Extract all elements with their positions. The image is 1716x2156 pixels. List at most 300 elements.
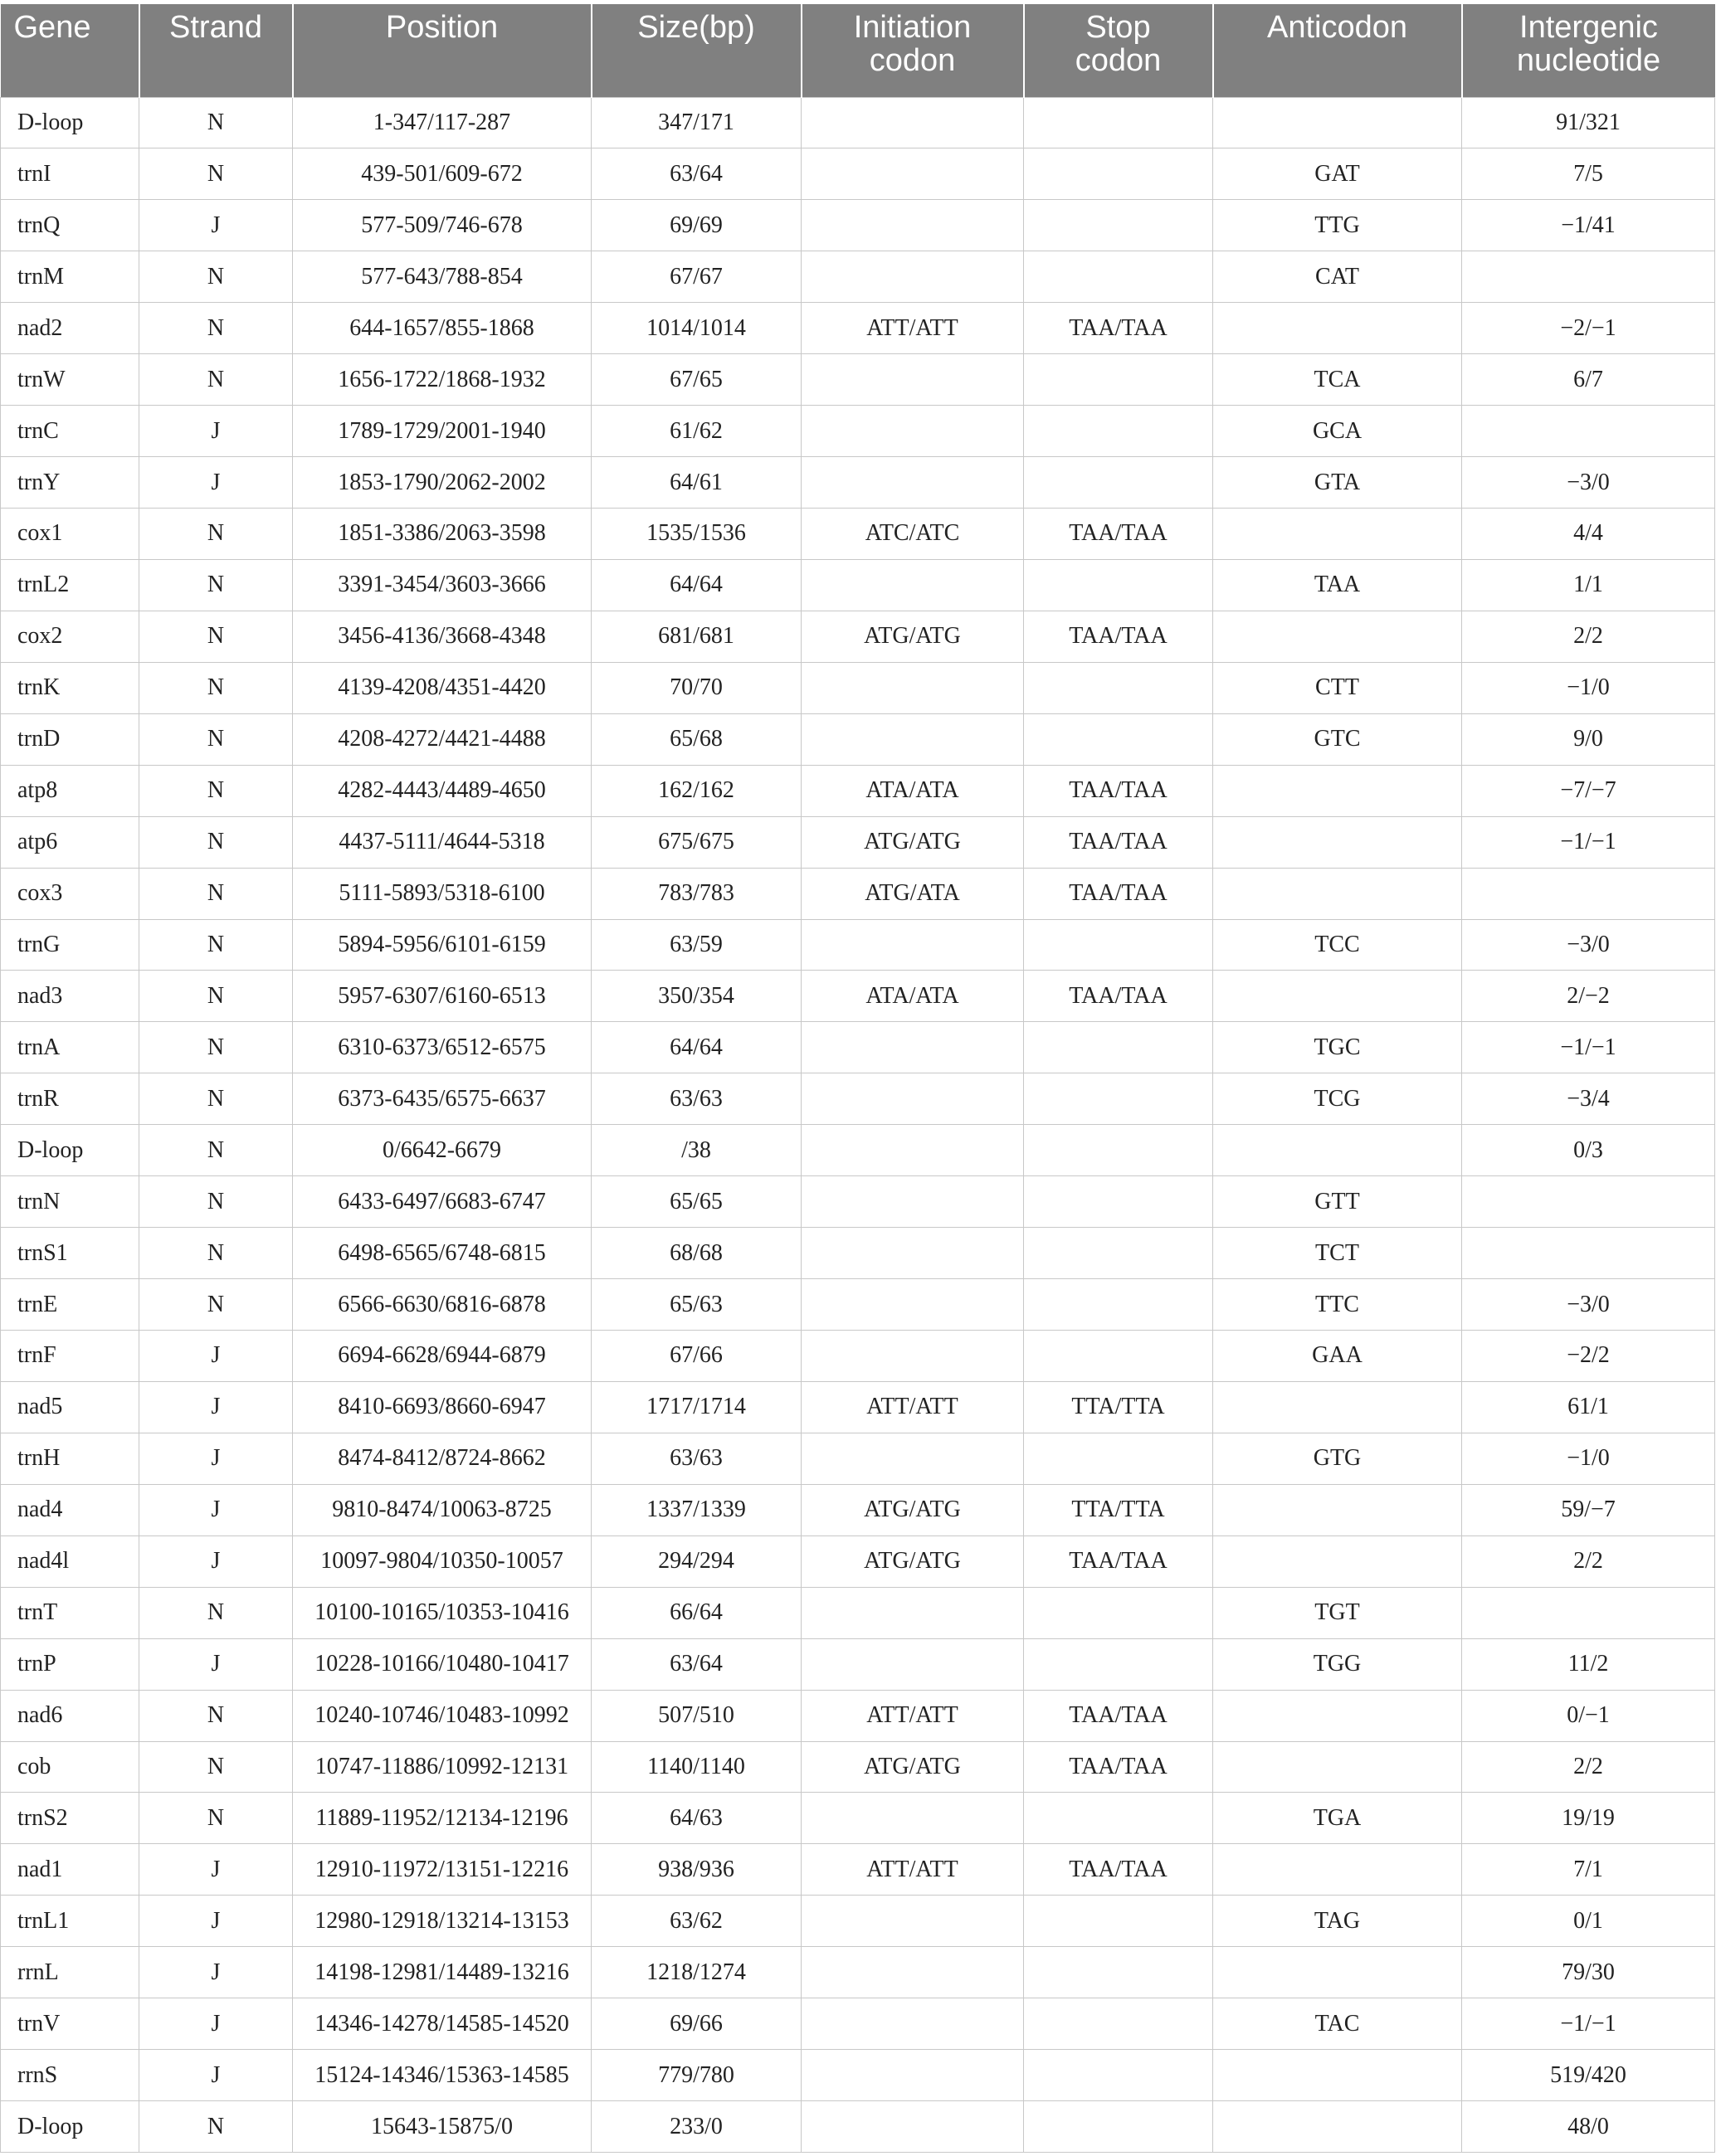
cell-size: 1337/1339 xyxy=(592,1484,802,1535)
cell-position: 14198-12981/14489-13216 xyxy=(293,1947,592,1998)
cell-initiation-codon xyxy=(802,1587,1024,1638)
cell-size: 63/63 xyxy=(592,1433,802,1484)
cell-size: 69/69 xyxy=(592,200,802,251)
cell-intergenic-nucleotide: −2/2 xyxy=(1462,1331,1715,1382)
cell-gene: nad3 xyxy=(1,971,139,1022)
cell-strand: N xyxy=(139,662,293,713)
cell-initiation-codon: ATA/ATA xyxy=(802,971,1024,1022)
cell-initiation-codon xyxy=(802,1793,1024,1844)
table-row xyxy=(1,662,1715,713)
cell-intergenic-nucleotide: 2/−2 xyxy=(1462,971,1715,1022)
table-row xyxy=(1,1484,1715,1535)
cell-size: 681/681 xyxy=(592,611,802,662)
table-row xyxy=(1,1741,1715,1793)
cell-gene: nad6 xyxy=(1,1690,139,1741)
cell-position: 11889-11952/12134-12196 xyxy=(293,1793,592,1844)
cell-position: 4282-4443/4489-4650 xyxy=(293,765,592,816)
cell-anticodon xyxy=(1213,1535,1462,1587)
cell-stop-codon xyxy=(1024,1947,1213,1998)
cell-intergenic-nucleotide: 91/321 xyxy=(1462,97,1715,148)
cell-initiation-codon xyxy=(802,406,1024,457)
cell-size: /38 xyxy=(592,1125,802,1176)
cell-position: 1851-3386/2063-3598 xyxy=(293,509,592,560)
cell-anticodon: TGG xyxy=(1213,1638,1462,1690)
cell-position: 439-501/609-672 xyxy=(293,148,592,200)
cell-initiation-codon: ATG/ATG xyxy=(802,1484,1024,1535)
cell-position: 5957-6307/6160-6513 xyxy=(293,971,592,1022)
cell-stop-codon: TAA/TAA xyxy=(1024,1535,1213,1587)
cell-gene: nad2 xyxy=(1,303,139,354)
cell-stop-codon xyxy=(1024,919,1213,971)
cell-strand: J xyxy=(139,1638,293,1690)
cell-gene: trnY xyxy=(1,457,139,509)
cell-anticodon: GTC xyxy=(1213,713,1462,765)
cell-stop-codon xyxy=(1024,559,1213,611)
cell-position: 10100-10165/10353-10416 xyxy=(293,1587,592,1638)
cell-size: 67/66 xyxy=(592,1331,802,1382)
table-row xyxy=(1,406,1715,457)
cell-anticodon xyxy=(1213,1125,1462,1176)
cell-strand: N xyxy=(139,713,293,765)
cell-position: 8410-6693/8660-6947 xyxy=(293,1381,592,1433)
cell-size: 64/64 xyxy=(592,559,802,611)
cell-intergenic-nucleotide: 2/2 xyxy=(1462,611,1715,662)
cell-anticodon: TGA xyxy=(1213,1793,1462,1844)
cell-stop-codon xyxy=(1024,1125,1213,1176)
cell-anticodon: GCA xyxy=(1213,406,1462,457)
cell-initiation-codon: ATC/ATC xyxy=(802,509,1024,560)
cell-gene: atp6 xyxy=(1,816,139,868)
cell-anticodon xyxy=(1213,1690,1462,1741)
cell-initiation-codon xyxy=(802,148,1024,200)
cell-initiation-codon xyxy=(802,1947,1024,1998)
cell-size: 350/354 xyxy=(592,971,802,1022)
cell-anticodon: TTG xyxy=(1213,200,1462,251)
gene-table xyxy=(0,4,1715,2153)
cell-position: 4208-4272/4421-4488 xyxy=(293,713,592,765)
cell-strand: J xyxy=(139,1484,293,1535)
cell-strand: N xyxy=(139,1073,293,1125)
table-row xyxy=(1,919,1715,971)
cell-position: 1853-1790/2062-2002 xyxy=(293,457,592,509)
table-body xyxy=(1,97,1715,2153)
cell-strand: J xyxy=(139,2050,293,2101)
cell-initiation-codon xyxy=(802,1331,1024,1382)
table-row xyxy=(1,2101,1715,2153)
cell-gene: trnD xyxy=(1,713,139,765)
cell-size: 63/64 xyxy=(592,1638,802,1690)
cell-position: 4437-5111/4644-5318 xyxy=(293,816,592,868)
cell-position: 6498-6565/6748-6815 xyxy=(293,1228,592,1279)
cell-stop-codon: TAA/TAA xyxy=(1024,1690,1213,1741)
cell-strand: N xyxy=(139,611,293,662)
cell-strand: J xyxy=(139,1535,293,1587)
cell-position: 3456-4136/3668-4348 xyxy=(293,611,592,662)
cell-strand: J xyxy=(139,457,293,509)
cell-position: 8474-8412/8724-8662 xyxy=(293,1433,592,1484)
cell-initiation-codon: ATG/ATG xyxy=(802,611,1024,662)
cell-size: 1218/1274 xyxy=(592,1947,802,1998)
cell-position: 644-1657/855-1868 xyxy=(293,303,592,354)
cell-position: 577-643/788-854 xyxy=(293,251,592,303)
cell-intergenic-nucleotide xyxy=(1462,1228,1715,1279)
cell-strand: N xyxy=(139,303,293,354)
cell-strand: N xyxy=(139,97,293,148)
cell-intergenic-nucleotide: 0/1 xyxy=(1462,1896,1715,1947)
cell-position: 10240-10746/10483-10992 xyxy=(293,1690,592,1741)
header-gene xyxy=(1,4,139,97)
cell-anticodon xyxy=(1213,2050,1462,2101)
cell-initiation-codon xyxy=(802,1433,1024,1484)
table-row xyxy=(1,1125,1715,1176)
cell-anticodon: TTC xyxy=(1213,1279,1462,1331)
cell-intergenic-nucleotide: −1/41 xyxy=(1462,200,1715,251)
cell-intergenic-nucleotide: 7/5 xyxy=(1462,148,1715,200)
cell-initiation-codon xyxy=(802,1125,1024,1176)
cell-size: 65/63 xyxy=(592,1279,802,1331)
cell-size: 63/59 xyxy=(592,919,802,971)
cell-initiation-codon: ATG/ATG xyxy=(802,816,1024,868)
cell-strand: N xyxy=(139,148,293,200)
cell-gene: trnP xyxy=(1,1638,139,1690)
cell-intergenic-nucleotide: 59/−7 xyxy=(1462,1484,1715,1535)
table-row xyxy=(1,457,1715,509)
cell-position: 15124-14346/15363-14585 xyxy=(293,2050,592,2101)
cell-intergenic-nucleotide: −1/−1 xyxy=(1462,1998,1715,2050)
cell-anticodon xyxy=(1213,1844,1462,1896)
header-position xyxy=(293,4,592,97)
cell-position: 1789-1729/2001-1940 xyxy=(293,406,592,457)
cell-intergenic-nucleotide: 519/420 xyxy=(1462,2050,1715,2101)
cell-initiation-codon: ATG/ATA xyxy=(802,868,1024,919)
cell-stop-codon: TAA/TAA xyxy=(1024,971,1213,1022)
cell-gene: D-loop xyxy=(1,2101,139,2153)
cell-size: 64/63 xyxy=(592,1793,802,1844)
cell-gene: rrnS xyxy=(1,2050,139,2101)
cell-strand: N xyxy=(139,1279,293,1331)
cell-size: 783/783 xyxy=(592,868,802,919)
cell-gene: trnV xyxy=(1,1998,139,2050)
cell-strand: N xyxy=(139,559,293,611)
cell-anticodon: CAT xyxy=(1213,251,1462,303)
cell-stop-codon: TAA/TAA xyxy=(1024,868,1213,919)
cell-stop-codon: TAA/TAA xyxy=(1024,509,1213,560)
table-row xyxy=(1,816,1715,868)
cell-size: 67/65 xyxy=(592,354,802,406)
cell-size: 63/63 xyxy=(592,1073,802,1125)
cell-intergenic-nucleotide: −3/4 xyxy=(1462,1073,1715,1125)
cell-anticodon xyxy=(1213,1484,1462,1535)
cell-stop-codon: TAA/TAA xyxy=(1024,1741,1213,1793)
cell-stop-codon xyxy=(1024,1896,1213,1947)
cell-gene: atp8 xyxy=(1,765,139,816)
header-line: Stop xyxy=(1085,10,1151,45)
table-row xyxy=(1,97,1715,148)
cell-initiation-codon xyxy=(802,1896,1024,1947)
cell-intergenic-nucleotide: −7/−7 xyxy=(1462,765,1715,816)
cell-anticodon: TCA xyxy=(1213,354,1462,406)
header-line: Size(bp) xyxy=(637,10,755,45)
cell-strand: N xyxy=(139,509,293,560)
cell-stop-codon: TAA/TAA xyxy=(1024,611,1213,662)
cell-position: 6373-6435/6575-6637 xyxy=(293,1073,592,1125)
header-stop-codon xyxy=(1024,4,1213,97)
cell-gene: cox2 xyxy=(1,611,139,662)
cell-position: 10097-9804/10350-10057 xyxy=(293,1535,592,1587)
cell-stop-codon xyxy=(1024,1433,1213,1484)
cell-strand: N xyxy=(139,971,293,1022)
cell-intergenic-nucleotide xyxy=(1462,251,1715,303)
cell-size: 1014/1014 xyxy=(592,303,802,354)
table-row xyxy=(1,200,1715,251)
cell-strand: J xyxy=(139,406,293,457)
table-row xyxy=(1,2050,1715,2101)
cell-intergenic-nucleotide: −1/−1 xyxy=(1462,1022,1715,1073)
cell-size: 294/294 xyxy=(592,1535,802,1587)
header-intergenic-nucleotide xyxy=(1462,4,1715,97)
header-line: Position xyxy=(385,10,499,45)
table-row xyxy=(1,354,1715,406)
cell-anticodon: CTT xyxy=(1213,662,1462,713)
cell-size: 63/62 xyxy=(592,1896,802,1947)
cell-stop-codon xyxy=(1024,1587,1213,1638)
cell-strand: N xyxy=(139,1690,293,1741)
cell-intergenic-nucleotide: 61/1 xyxy=(1462,1381,1715,1433)
cell-gene: trnK xyxy=(1,662,139,713)
cell-gene: cox3 xyxy=(1,868,139,919)
cell-anticodon: TCT xyxy=(1213,1228,1462,1279)
header-anticodon xyxy=(1213,4,1462,97)
cell-stop-codon: TAA/TAA xyxy=(1024,1844,1213,1896)
table-row xyxy=(1,611,1715,662)
cell-intergenic-nucleotide: −1/0 xyxy=(1462,662,1715,713)
cell-position: 3391-3454/3603-3666 xyxy=(293,559,592,611)
header-line: Initiation xyxy=(853,10,972,45)
cell-gene: trnT xyxy=(1,1587,139,1638)
cell-size: 65/68 xyxy=(592,713,802,765)
cell-gene: nad4l xyxy=(1,1535,139,1587)
cell-position: 10747-11886/10992-12131 xyxy=(293,1741,592,1793)
cell-gene: trnL2 xyxy=(1,559,139,611)
cell-position: 6566-6630/6816-6878 xyxy=(293,1279,592,1331)
cell-strand: N xyxy=(139,765,293,816)
cell-stop-codon xyxy=(1024,1638,1213,1690)
cell-position: 0/6642-6679 xyxy=(293,1125,592,1176)
cell-initiation-codon xyxy=(802,559,1024,611)
cell-strand: J xyxy=(139,1998,293,2050)
table-row xyxy=(1,1535,1715,1587)
cell-stop-codon xyxy=(1024,1022,1213,1073)
cell-gene: trnF xyxy=(1,1331,139,1382)
cell-strand: N xyxy=(139,251,293,303)
cell-stop-codon xyxy=(1024,1793,1213,1844)
table-row xyxy=(1,1228,1715,1279)
cell-initiation-codon xyxy=(802,354,1024,406)
cell-initiation-codon: ATG/ATG xyxy=(802,1741,1024,1793)
cell-size: 65/65 xyxy=(592,1176,802,1228)
cell-anticodon xyxy=(1213,303,1462,354)
cell-initiation-codon xyxy=(802,1998,1024,2050)
table-row xyxy=(1,765,1715,816)
cell-anticodon: TGC xyxy=(1213,1022,1462,1073)
cell-anticodon xyxy=(1213,97,1462,148)
cell-anticodon: TAC xyxy=(1213,1998,1462,2050)
cell-gene: trnM xyxy=(1,251,139,303)
cell-stop-codon xyxy=(1024,354,1213,406)
cell-stop-codon xyxy=(1024,251,1213,303)
cell-intergenic-nucleotide: 9/0 xyxy=(1462,713,1715,765)
cell-size: 162/162 xyxy=(592,765,802,816)
cell-gene: trnG xyxy=(1,919,139,971)
cell-gene: cox1 xyxy=(1,509,139,560)
cell-gene: D-loop xyxy=(1,97,139,148)
cell-stop-codon xyxy=(1024,713,1213,765)
cell-gene: cob xyxy=(1,1741,139,1793)
cell-intergenic-nucleotide: −1/−1 xyxy=(1462,816,1715,868)
cell-position: 12980-12918/13214-13153 xyxy=(293,1896,592,1947)
cell-initiation-codon xyxy=(802,200,1024,251)
header-line: codon xyxy=(1075,43,1162,78)
cell-initiation-codon: ATT/ATT xyxy=(802,1844,1024,1896)
cell-initiation-codon xyxy=(802,713,1024,765)
table-row xyxy=(1,303,1715,354)
cell-gene: trnS2 xyxy=(1,1793,139,1844)
cell-intergenic-nucleotide xyxy=(1462,1176,1715,1228)
table-row xyxy=(1,1022,1715,1073)
cell-stop-codon: TAA/TAA xyxy=(1024,765,1213,816)
table-row xyxy=(1,1844,1715,1896)
cell-strand: J xyxy=(139,1896,293,1947)
cell-initiation-codon xyxy=(802,457,1024,509)
cell-intergenic-nucleotide: 7/1 xyxy=(1462,1844,1715,1896)
cell-position: 5111-5893/5318-6100 xyxy=(293,868,592,919)
table-row xyxy=(1,509,1715,560)
cell-strand: J xyxy=(139,1844,293,1896)
table-row xyxy=(1,1998,1715,2050)
cell-size: 66/64 xyxy=(592,1587,802,1638)
cell-initiation-codon xyxy=(802,1073,1024,1125)
header-row xyxy=(1,4,1715,97)
cell-size: 1535/1536 xyxy=(592,509,802,560)
cell-gene: trnS1 xyxy=(1,1228,139,1279)
cell-stop-codon xyxy=(1024,1228,1213,1279)
table-row xyxy=(1,559,1715,611)
header-line: codon xyxy=(869,43,956,78)
cell-initiation-codon xyxy=(802,1176,1024,1228)
cell-anticodon xyxy=(1213,765,1462,816)
cell-anticodon xyxy=(1213,816,1462,868)
cell-size: 68/68 xyxy=(592,1228,802,1279)
table-row xyxy=(1,251,1715,303)
cell-size: 64/64 xyxy=(592,1022,802,1073)
cell-anticodon xyxy=(1213,1947,1462,1998)
table-row xyxy=(1,1073,1715,1125)
header-initiation-codon xyxy=(802,4,1024,97)
cell-intergenic-nucleotide xyxy=(1462,1587,1715,1638)
cell-intergenic-nucleotide: 6/7 xyxy=(1462,354,1715,406)
cell-gene: nad4 xyxy=(1,1484,139,1535)
cell-stop-codon xyxy=(1024,1331,1213,1382)
cell-position: 12910-11972/13151-12216 xyxy=(293,1844,592,1896)
cell-position: 6694-6628/6944-6879 xyxy=(293,1331,592,1382)
cell-gene: trnL1 xyxy=(1,1896,139,1947)
cell-stop-codon xyxy=(1024,457,1213,509)
cell-intergenic-nucleotide: 2/2 xyxy=(1462,1535,1715,1587)
cell-intergenic-nucleotide: 0/−1 xyxy=(1462,1690,1715,1741)
cell-anticodon xyxy=(1213,868,1462,919)
cell-anticodon xyxy=(1213,611,1462,662)
cell-strand: N xyxy=(139,1125,293,1176)
cell-stop-codon: TTA/TTA xyxy=(1024,1484,1213,1535)
cell-strand: N xyxy=(139,868,293,919)
header-line: Gene xyxy=(13,10,91,45)
cell-stop-codon xyxy=(1024,406,1213,457)
cell-anticodon: GAA xyxy=(1213,1331,1462,1382)
cell-anticodon: TGT xyxy=(1213,1587,1462,1638)
cell-initiation-codon xyxy=(802,2101,1024,2153)
cell-gene: trnH xyxy=(1,1433,139,1484)
cell-strand: N xyxy=(139,1228,293,1279)
cell-strand: J xyxy=(139,1433,293,1484)
cell-strand: J xyxy=(139,1381,293,1433)
cell-stop-codon: TAA/TAA xyxy=(1024,303,1213,354)
table-row xyxy=(1,713,1715,765)
cell-anticodon: TCG xyxy=(1213,1073,1462,1125)
cell-initiation-codon: ATT/ATT xyxy=(802,1690,1024,1741)
cell-anticodon: GAT xyxy=(1213,148,1462,200)
cell-anticodon: TAA xyxy=(1213,559,1462,611)
cell-size: 1140/1140 xyxy=(592,1741,802,1793)
header-line: Anticodon xyxy=(1266,10,1407,45)
cell-strand: N xyxy=(139,1022,293,1073)
cell-position: 577-509/746-678 xyxy=(293,200,592,251)
cell-initiation-codon: ATT/ATT xyxy=(802,1381,1024,1433)
cell-stop-codon xyxy=(1024,1998,1213,2050)
cell-anticodon: GTT xyxy=(1213,1176,1462,1228)
cell-initiation-codon: ATT/ATT xyxy=(802,303,1024,354)
cell-stop-codon xyxy=(1024,2050,1213,2101)
cell-strand: J xyxy=(139,1947,293,1998)
table-row xyxy=(1,1176,1715,1228)
table-row xyxy=(1,1279,1715,1331)
cell-position: 15643-15875/0 xyxy=(293,2101,592,2153)
cell-strand: J xyxy=(139,1331,293,1382)
cell-gene: rrnL xyxy=(1,1947,139,1998)
cell-stop-codon xyxy=(1024,1279,1213,1331)
cell-position: 6310-6373/6512-6575 xyxy=(293,1022,592,1073)
cell-anticodon xyxy=(1213,509,1462,560)
cell-size: 69/66 xyxy=(592,1998,802,2050)
cell-gene: nad1 xyxy=(1,1844,139,1896)
header-line: Intergenic xyxy=(1519,10,1658,45)
cell-gene: D-loop xyxy=(1,1125,139,1176)
cell-initiation-codon: ATA/ATA xyxy=(802,765,1024,816)
table-row xyxy=(1,971,1715,1022)
cell-gene: trnA xyxy=(1,1022,139,1073)
cell-size: 64/61 xyxy=(592,457,802,509)
cell-anticodon xyxy=(1213,2101,1462,2153)
cell-gene: trnW xyxy=(1,354,139,406)
cell-initiation-codon xyxy=(802,1638,1024,1690)
cell-position: 4139-4208/4351-4420 xyxy=(293,662,592,713)
header-strand xyxy=(139,4,293,97)
table-row xyxy=(1,1690,1715,1741)
cell-initiation-codon xyxy=(802,1279,1024,1331)
cell-anticodon: TCC xyxy=(1213,919,1462,971)
cell-size: 1717/1714 xyxy=(592,1381,802,1433)
cell-stop-codon xyxy=(1024,148,1213,200)
cell-intergenic-nucleotide: −3/0 xyxy=(1462,1279,1715,1331)
